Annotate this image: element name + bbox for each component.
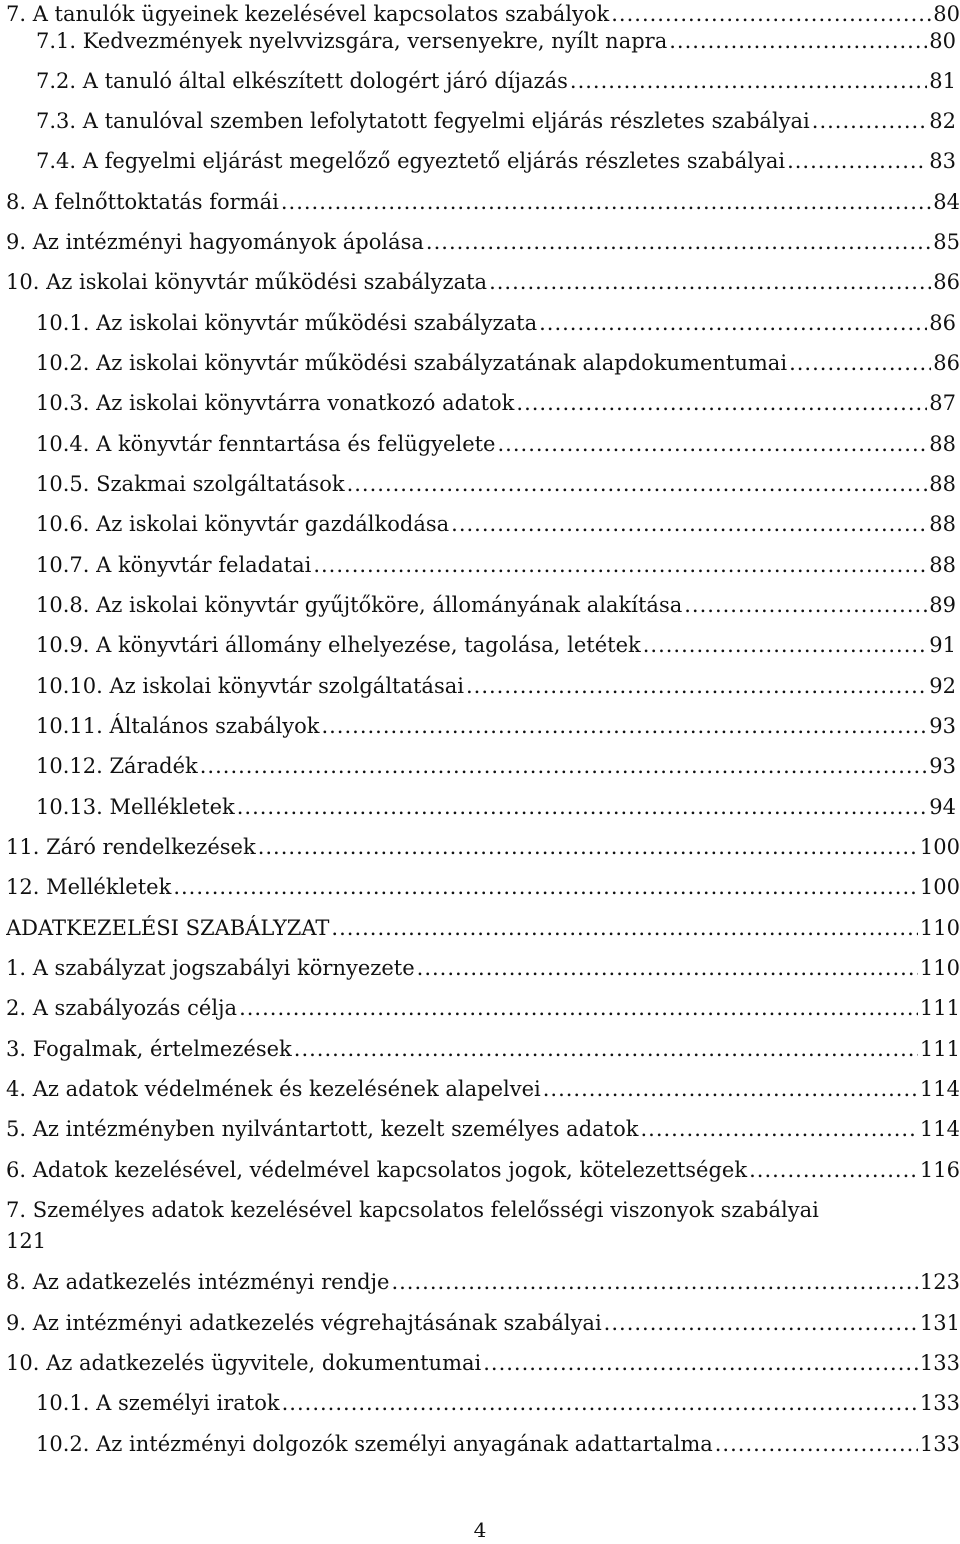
toc-entry-title: 11. Záró rendelkezések bbox=[6, 835, 256, 859]
dot-leader bbox=[684, 591, 927, 619]
toc-entry-title: 8. Az adatkezelés intézményi rendje bbox=[6, 1270, 390, 1294]
toc-entry[interactable] bbox=[0, 268, 960, 308]
toc-entry[interactable] bbox=[0, 147, 960, 187]
toc-entry[interactable] bbox=[0, 1075, 960, 1115]
toc-entry-title: 4. Az adatok védelmének és kezelésének alapelvei bbox=[6, 1077, 541, 1101]
toc-entry-title: 10.11. Általános szabályok bbox=[36, 714, 320, 738]
toc-entry[interactable] bbox=[0, 873, 960, 913]
dot-leader bbox=[489, 268, 931, 296]
toc-entry-title: 7.4. A fegyelmi eljárást megelőző egyeztető eljárás részletes szabályai bbox=[36, 149, 786, 173]
dot-leader bbox=[516, 389, 927, 417]
toc-entry-title: 10.10. Az iskolai könyvtár szolgáltatásai bbox=[36, 674, 464, 698]
toc-entry[interactable] bbox=[0, 1309, 960, 1349]
toc-entry-page: 114 bbox=[919, 1077, 960, 1101]
toc-entry[interactable] bbox=[0, 1430, 960, 1470]
toc-entry-page: 88 bbox=[929, 432, 956, 456]
toc-entry[interactable] bbox=[0, 1156, 960, 1196]
toc-entry[interactable] bbox=[0, 389, 960, 429]
toc-entry-title: 2. A szabályozás célja bbox=[6, 996, 238, 1020]
toc-entry-page: 133 bbox=[919, 1432, 960, 1456]
toc-entry-page: 93 bbox=[929, 714, 956, 738]
dot-leader bbox=[331, 914, 917, 942]
toc-entry[interactable] bbox=[0, 793, 960, 833]
toc-entry-title: 9. Az intézményi hagyományok ápolása bbox=[6, 230, 424, 254]
toc-entry[interactable] bbox=[0, 430, 960, 470]
toc-entry-page: 133 bbox=[919, 1351, 960, 1375]
toc-entry-title: 10. Az iskolai könyvtár működési szabályzata bbox=[6, 270, 488, 294]
toc-entry-page: 110 bbox=[919, 956, 960, 980]
toc-entry[interactable] bbox=[0, 188, 960, 228]
toc-entry[interactable] bbox=[0, 551, 960, 591]
dot-leader bbox=[498, 430, 928, 458]
toc-entry-page: 88 bbox=[929, 472, 956, 496]
toc-entry-title: 5. Az intézményben nyilvántartott, kezelt személyes adatok bbox=[6, 1117, 639, 1141]
dot-leader bbox=[281, 188, 931, 216]
toc-entry[interactable] bbox=[0, 67, 960, 107]
toc-entry-title: 10.5. Szakmai szolgáltatások bbox=[36, 472, 345, 496]
toc-entry-title: 1. A szabályzat jogszabályi környezete bbox=[6, 956, 415, 980]
dot-leader bbox=[543, 1075, 918, 1103]
toc-entry-page: 100 bbox=[919, 875, 960, 899]
dot-leader bbox=[237, 793, 928, 821]
dot-leader bbox=[483, 1349, 918, 1377]
toc-entry[interactable] bbox=[0, 470, 960, 510]
toc-entry[interactable] bbox=[0, 994, 960, 1034]
dot-leader bbox=[321, 712, 927, 740]
toc-entry-title: 7.3. A tanulóval szemben lefolytatott fegyelmi eljárás részletes szabályai bbox=[36, 109, 810, 133]
toc-entry-page: 100 bbox=[919, 835, 960, 859]
dot-leader bbox=[640, 1115, 917, 1143]
toc-entry-page: 87 bbox=[929, 391, 956, 415]
toc-entry[interactable] bbox=[0, 107, 960, 147]
dot-leader bbox=[426, 228, 931, 256]
toc-entry-title: 10.7. A könyvtár feladatai bbox=[36, 553, 312, 577]
toc-entry[interactable] bbox=[0, 712, 960, 752]
dot-leader bbox=[466, 672, 927, 700]
dot-leader bbox=[570, 67, 927, 95]
dot-leader bbox=[391, 1268, 917, 1296]
toc-entry[interactable] bbox=[0, 228, 960, 268]
toc-entry-page: 111 bbox=[919, 1037, 960, 1061]
toc-entry-page: 83 bbox=[929, 149, 956, 173]
toc-entry[interactable] bbox=[0, 1268, 960, 1308]
dot-leader bbox=[715, 1430, 918, 1458]
toc-entry-title: 9. Az intézményi adatkezelés végrehajtásának szabályai bbox=[6, 1311, 602, 1335]
toc-entry-page: 123 bbox=[919, 1270, 960, 1294]
toc-entry-page: 89 bbox=[929, 593, 956, 617]
toc-entry-title: 10.3. Az iskolai könyvtárra vonatkozó adatok bbox=[36, 391, 515, 415]
toc-entry-page: 111 bbox=[919, 996, 960, 1020]
toc-entry-title: 12. Mellékletek bbox=[6, 875, 172, 899]
toc-entry-title: 10.4. A könyvtár fenntartása és felügyelete bbox=[36, 432, 496, 456]
toc-entry-page: 91 bbox=[929, 633, 956, 657]
dot-leader bbox=[812, 107, 927, 135]
toc-entry-page: 82 bbox=[929, 109, 956, 133]
dot-leader bbox=[294, 1035, 918, 1063]
toc-entry[interactable] bbox=[0, 510, 960, 550]
toc-entry-title: 10.9. A könyvtári állomány elhelyezése, tagolása, letétek bbox=[36, 633, 641, 657]
dot-leader bbox=[173, 873, 918, 901]
toc-entry-page: 114 bbox=[919, 1117, 960, 1141]
dot-leader bbox=[258, 833, 918, 861]
dot-leader bbox=[787, 147, 927, 175]
toc-entry[interactable] bbox=[0, 1115, 960, 1155]
page-number: 4 bbox=[473, 1518, 487, 1542]
toc-entry-title: 10.2. Az intézményi dolgozók személyi anyagának adattartalma bbox=[36, 1432, 713, 1456]
toc-entry-page: 86 bbox=[933, 270, 960, 294]
toc-entry-title: 3. Fogalmak, értelmezések bbox=[6, 1037, 292, 1061]
dot-leader bbox=[789, 349, 931, 377]
toc-entry[interactable] bbox=[0, 1349, 960, 1389]
toc-entry[interactable] bbox=[0, 1035, 960, 1075]
toc-entry-title: 10.8. Az iskolai könyvtár gyűjtőköre, állományának alakítása bbox=[36, 593, 683, 617]
toc-entry-page: 86 bbox=[933, 351, 960, 375]
dot-leader bbox=[417, 954, 918, 982]
toc-entry[interactable] bbox=[0, 752, 960, 792]
toc-entry-title: 6. Adatok kezelésével, védelmével kapcsolatos jogok, kötelezettségek bbox=[6, 1158, 748, 1182]
toc-entry-title: ADATKEZELÉSI SZABÁLYZAT bbox=[6, 916, 330, 940]
toc-entry-page: 93 bbox=[929, 754, 956, 778]
dot-leader bbox=[239, 994, 918, 1022]
toc-entry[interactable] bbox=[0, 914, 960, 954]
toc-entry-title: 10.12. Záradék bbox=[36, 754, 198, 778]
dot-leader bbox=[313, 551, 927, 579]
toc-entry-page: 92 bbox=[929, 674, 956, 698]
toc-entry-title: 7.1. Kedvezmények nyelvvizsgára, versenyekre, nyílt napra bbox=[36, 29, 668, 53]
toc-entry[interactable] bbox=[0, 954, 960, 994]
dot-leader bbox=[539, 309, 927, 337]
toc-entry-page: 110 bbox=[919, 916, 960, 940]
toc-entry-title: 10.1. Az iskolai könyvtár működési szabályzata bbox=[36, 311, 538, 335]
toc-entry[interactable] bbox=[0, 349, 960, 389]
dot-leader bbox=[611, 0, 931, 28]
dot-leader bbox=[451, 510, 927, 538]
dot-leader bbox=[604, 1309, 918, 1337]
toc-entry[interactable] bbox=[0, 1389, 960, 1429]
toc-entry-page: 80 bbox=[929, 29, 956, 53]
toc-entry-title: 7.2. A tanuló által elkészített dologért járó díjazás bbox=[36, 69, 568, 93]
toc-entry-title: 10.6. Az iskolai könyvtár gazdálkodása bbox=[36, 512, 450, 536]
toc-entry-page: 94 bbox=[929, 795, 956, 819]
toc-entry[interactable] bbox=[0, 833, 960, 873]
toc-entry-page: 133 bbox=[919, 1391, 960, 1415]
toc-entry-title: 7. Személyes adatok kezelésével kapcsolatos felelősségi viszonyok szabályai bbox=[6, 1198, 819, 1222]
dot-leader bbox=[347, 470, 928, 498]
toc-entry-page: 86 bbox=[929, 311, 956, 335]
toc-entry-page: 88 bbox=[929, 553, 956, 577]
toc-entry[interactable] bbox=[0, 672, 960, 712]
dot-leader bbox=[749, 1156, 918, 1184]
toc-entry-title: 7. A tanulók ügyeinek kezelésével kapcsolatos szabályok bbox=[6, 2, 610, 26]
dot-leader bbox=[282, 1389, 918, 1417]
dot-leader bbox=[669, 27, 927, 55]
toc-entry-title: 8. A felnőttoktatás formái bbox=[6, 190, 279, 214]
toc-entry-title: 10. Az adatkezelés ügyvitele, dokumentumai bbox=[6, 1351, 482, 1375]
toc-entry-page: 85 bbox=[933, 230, 960, 254]
toc-entry-title: 10.1. A személyi iratok bbox=[36, 1391, 280, 1415]
toc-entry-page: 131 bbox=[919, 1311, 960, 1335]
toc-entry[interactable] bbox=[0, 27, 960, 67]
toc-entry-page: 80 bbox=[933, 2, 960, 26]
toc-entry-title: 10.2. Az iskolai könyvtár működési szabályzatának alapdokumentumai bbox=[36, 351, 788, 375]
toc-entry[interactable] bbox=[0, 631, 960, 671]
toc-entry-page: 121 bbox=[6, 1229, 47, 1253]
toc-entry-page: 88 bbox=[929, 512, 956, 536]
dot-leader bbox=[643, 631, 928, 659]
toc-entry[interactable] bbox=[0, 591, 960, 631]
dot-leader bbox=[200, 752, 928, 780]
toc-entry-title: 10.13. Mellékletek bbox=[36, 795, 235, 819]
toc-entry-page: 81 bbox=[929, 69, 956, 93]
toc-entry-page: 84 bbox=[933, 190, 960, 214]
toc-entry[interactable] bbox=[0, 1196, 960, 1266]
toc-entry-page: 116 bbox=[919, 1158, 960, 1182]
toc-entry[interactable] bbox=[0, 309, 960, 349]
